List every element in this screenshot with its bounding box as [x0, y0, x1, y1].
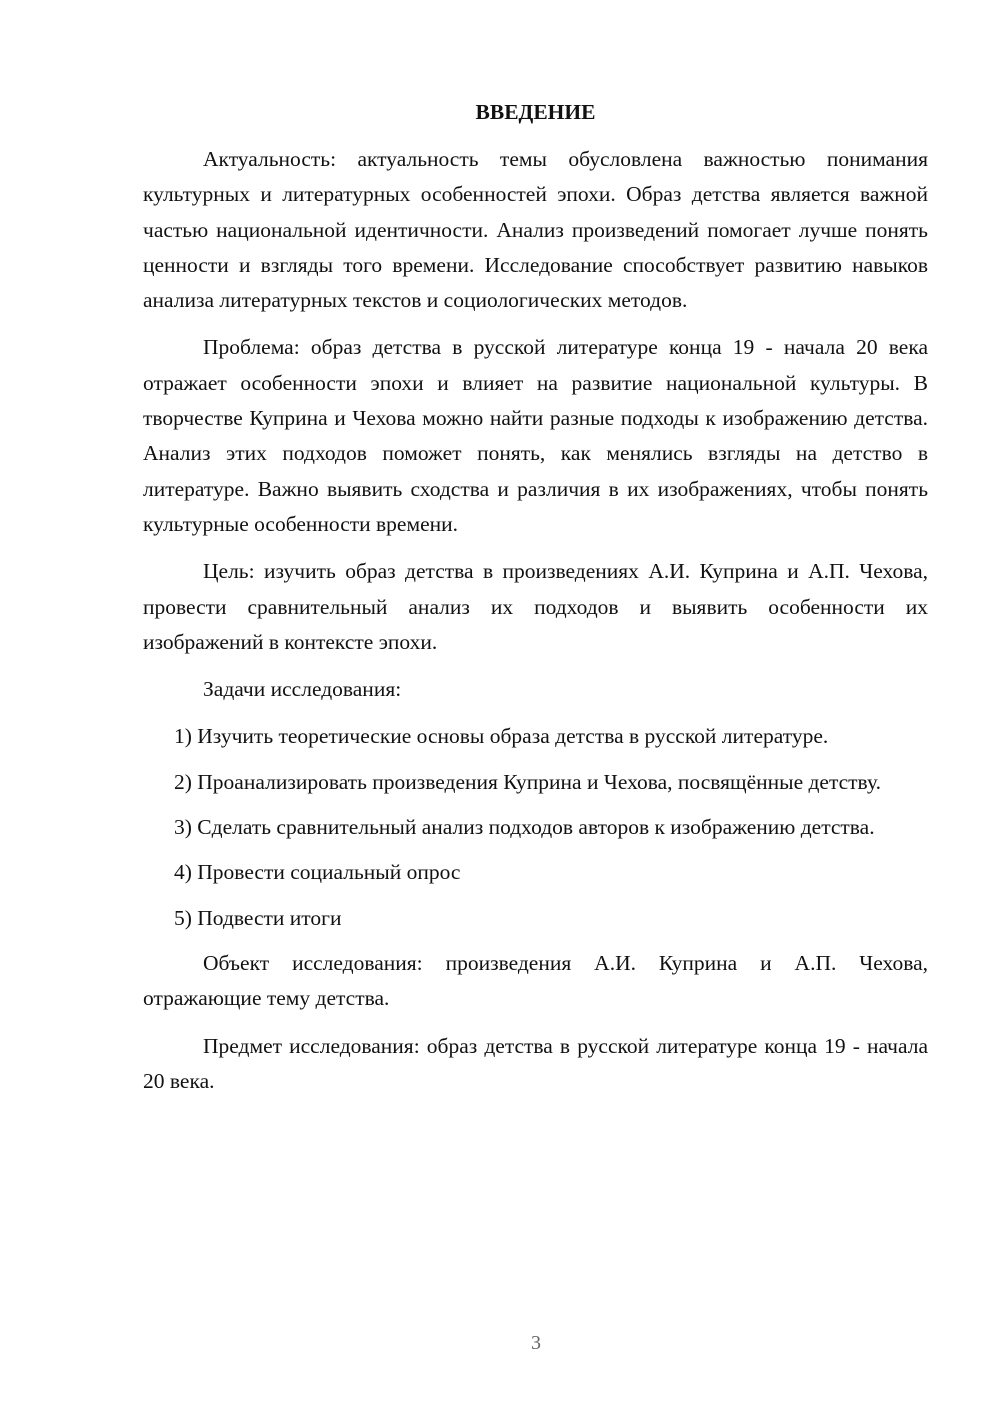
- section-title: ВВЕДЕНИЕ: [475, 100, 596, 124]
- tasks-list: [143, 719, 928, 935]
- page-content: [143, 95, 928, 1111]
- list-item: 2) Проанализировать произведения Куприна и Чехова, посвящённые детству.: [174, 769, 881, 794]
- list-item: 5) Подвести итоги: [174, 905, 342, 930]
- paragraph-problem: Проблема: образ детства в русской литературе конца 19 - начала 20 века отражает особенности эпохи и влияет на развитие национальной культуры. В творчестве Куприна и Чехова можно найти разные подходы к изображению детства. Анализ этих подходов поможет понять, как менялись взгляды на детство в литературе. Важно выявить сходства и различия в их изображениях, чтобы понять культурные особенности времени.: [143, 335, 928, 536]
- list-item: 1) Изучить теоретические основы образа детства в русской литературе.: [174, 724, 829, 749]
- paragraph-relevance: Актуальность: актуальность темы обусловлена важностью понимания культурных и литературных особенностей эпохи. Образ детства является важной частью национальной идентичности. Анализ произведений помогает лучше понять ценности и взгляды того времени. Исследование способствует развитию навыков анализа литературных текстов и социологических методов.: [143, 147, 928, 313]
- list-item: 4) Провести социальный опрос: [174, 860, 461, 885]
- list-item: 3) Сделать сравнительный анализ подходов авторов к изображению детства.: [174, 815, 875, 840]
- page-number: 3: [531, 1332, 541, 1354]
- paragraph-object: Объект исследования: произведения А.И. Куприна и А.П. Чехова, отражающие тему детства.: [143, 950, 928, 1011]
- paragraph-tasks-heading: Задачи исследования:: [203, 677, 402, 702]
- paragraph-goal: Цель: изучить образ детства в произведениях А.И. Куприна и А.П. Чехова, провести сравнительный анализ их подходов и выявить особенности их изображений в контексте эпохи.: [143, 559, 928, 654]
- paragraph-subject: Предмет исследования: образ детства в русской литературе конца 19 - начала 20 века.: [143, 1033, 928, 1093]
